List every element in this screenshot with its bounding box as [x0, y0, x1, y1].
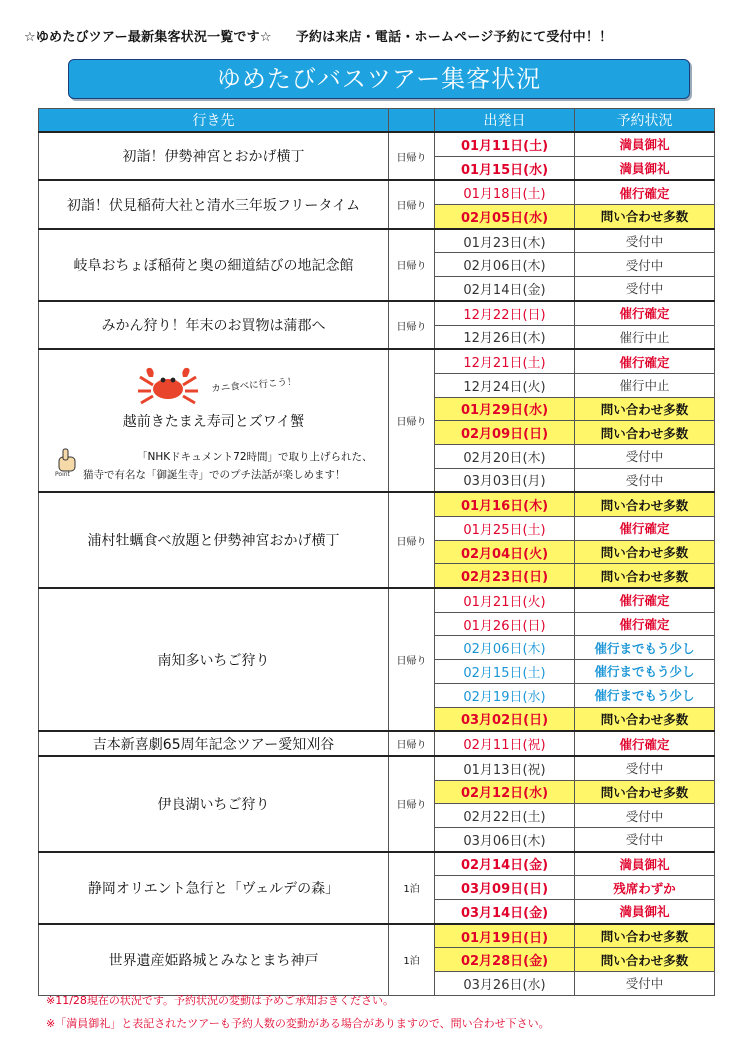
booking-status: 催行確定	[575, 180, 715, 204]
header-status: 予約状況	[575, 109, 715, 133]
booking-status: 問い合わせ多数	[575, 707, 715, 731]
booking-status: 満員御礼	[575, 132, 715, 156]
crab-icon	[135, 365, 201, 405]
header-destination: 行き先	[39, 109, 389, 133]
header-kind	[389, 109, 435, 133]
departure-date: 01月15日(水)	[435, 156, 575, 180]
booking-status: 満員御礼	[575, 852, 715, 876]
tour-kind: 日帰り	[389, 180, 435, 228]
crab-tour-cell	[39, 355, 388, 487]
table-row	[39, 492, 715, 516]
departure-date: 03月03日(月)	[435, 468, 575, 492]
departure-date: 02月05日(水)	[435, 205, 575, 229]
departure-date: 01月26日(日)	[435, 612, 575, 636]
tour-kind: 日帰り	[389, 756, 435, 852]
table-row	[39, 349, 715, 373]
footer-note-2: ※「満員御礼」と表記されたツアーも予約人数の変動がある場合がありますので、問い合わせ下さい。	[46, 1017, 550, 1030]
departure-date: 01月29日(水)	[435, 397, 575, 421]
booking-status: 問い合わせ多数	[575, 780, 715, 804]
departure-date: 03月09日(日)	[435, 876, 575, 900]
departure-date: 02月14日(金)	[435, 277, 575, 301]
departure-date: 02月28日(金)	[435, 948, 575, 972]
table-row	[39, 132, 715, 156]
header-right-text: 予約は来店・電話・ホームページ予約にて受付中！！	[295, 30, 613, 45]
tour-destination	[39, 349, 389, 492]
booking-status: 催行確定	[575, 517, 715, 541]
pointing-hand-icon	[53, 447, 83, 477]
booking-status: 催行中止	[575, 325, 715, 349]
booking-status: 催行までもう少し	[575, 636, 715, 660]
table-body	[39, 132, 715, 995]
departure-date: 02月06日(木)	[435, 253, 575, 277]
booking-status: 催行中止	[575, 373, 715, 397]
header-left-text: ☆ゆめたびツアー最新集客状況一覧です☆	[24, 30, 272, 45]
booking-status: 受付中	[575, 827, 715, 851]
booking-status: 催行確定	[575, 612, 715, 636]
departure-date: 01月21日(火)	[435, 588, 575, 612]
tour-kind: 日帰り	[389, 132, 435, 180]
departure-date: 02月20日(木)	[435, 444, 575, 468]
tour-kind: 1泊	[389, 852, 435, 924]
departure-date: 12月22日(日)	[435, 301, 575, 325]
tour-kind: 日帰り	[389, 229, 435, 301]
tour-kind: 1泊	[389, 924, 435, 996]
booking-status: 催行までもう少し	[575, 683, 715, 707]
departure-date: 01月19日(日)	[435, 924, 575, 948]
tour-destination: 初詣！伏見稲荷大社と清水三年坂フリータイム	[39, 180, 389, 228]
tour-destination: 浦村牡蠣食べ放題と伊勢神宮おかげ横丁	[39, 492, 389, 588]
tour-note-line-2: 猫寺で有名な「御誕生寺」でのプチ法話が楽しめます！	[83, 468, 346, 481]
departure-date: 01月13日(祝)	[435, 756, 575, 780]
departure-date: 03月06日(木)	[435, 827, 575, 851]
departure-date: 12月26日(木)	[435, 325, 575, 349]
booking-status: 催行確定	[575, 301, 715, 325]
booking-status: 受付中	[575, 277, 715, 301]
booking-status: 問い合わせ多数	[575, 205, 715, 229]
departure-date: 02月19日(水)	[435, 683, 575, 707]
departure-date: 02月09日(日)	[435, 421, 575, 445]
tour-kind: 日帰り	[389, 349, 435, 492]
booking-status: 問い合わせ多数	[575, 540, 715, 564]
departure-date: 02月15日(土)	[435, 660, 575, 684]
table-row	[39, 301, 715, 325]
booking-status: 受付中	[575, 468, 715, 492]
departure-date: 01月23日(木)	[435, 229, 575, 253]
banner-title: ゆめたびバスツアー集客状況	[68, 59, 690, 99]
crab-bubble-text: カニ食べに行こう！	[210, 376, 297, 395]
footer-note-1: ※11/28現在の状況です。予約状況の変動は予めご承知おきください。	[46, 994, 395, 1007]
departure-date: 02月06日(木)	[435, 636, 575, 660]
tour-destination: 岐阜おちょぼ稲荷と奥の細道結びの地記念館	[39, 229, 389, 301]
tour-note-line-1: 「NHKドキュメント72時間」で取り上げられた、	[137, 450, 373, 463]
departure-date: 12月21日(土)	[435, 349, 575, 373]
table-row	[39, 731, 715, 756]
table-row	[39, 852, 715, 876]
booking-status: 催行確定	[575, 588, 715, 612]
tour-destination: みかん狩り！年末のお買物は蒲郡へ	[39, 301, 389, 349]
tour-destination: 伊良湖いちご狩り	[39, 756, 389, 852]
header-line	[24, 26, 734, 45]
departure-date: 03月02日(日)	[435, 707, 575, 731]
departure-date: 02月14日(金)	[435, 852, 575, 876]
booking-status: 受付中	[575, 253, 715, 277]
tour-kind: 日帰り	[389, 301, 435, 349]
table-row	[39, 756, 715, 780]
departure-date: 02月11日(祝)	[435, 731, 575, 756]
booking-status: 残席わずか	[575, 876, 715, 900]
booking-status: 受付中	[575, 444, 715, 468]
departure-date: 01月16日(木)	[435, 492, 575, 516]
table-row	[39, 229, 715, 253]
departure-date: 12月24日(火)	[435, 373, 575, 397]
booking-status: 催行確定	[575, 349, 715, 373]
booking-status: 満員御礼	[575, 900, 715, 924]
header-date: 出発日	[435, 109, 575, 133]
table-header-row	[39, 109, 715, 133]
booking-status: 催行確定	[575, 731, 715, 756]
tour-destination: 初詣！伊勢神宮とおかげ横丁	[39, 132, 389, 180]
booking-status: 受付中	[575, 229, 715, 253]
table-row	[39, 588, 715, 612]
booking-status: 受付中	[575, 756, 715, 780]
departure-date: 01月11日(土)	[435, 132, 575, 156]
booking-status: 催行までもう少し	[575, 660, 715, 684]
tour-destination: 南知多いちご狩り	[39, 588, 389, 731]
tour-destination: 世界遺産姫路城とみなとまち神戸	[39, 924, 389, 996]
tour-status-table	[38, 108, 715, 996]
tour-destination: 吉本新喜劇65周年記念ツアー愛知刈谷	[39, 731, 389, 756]
departure-date: 01月25日(土)	[435, 517, 575, 541]
tour-kind: 日帰り	[389, 588, 435, 731]
tour-kind: 日帰り	[389, 731, 435, 756]
departure-date: 03月26日(水)	[435, 972, 575, 996]
departure-date: 01月18日(土)	[435, 180, 575, 204]
booking-status: 受付中	[575, 804, 715, 828]
departure-date: 02月12日(水)	[435, 780, 575, 804]
booking-status: 問い合わせ多数	[575, 421, 715, 445]
departure-date: 02月04日(火)	[435, 540, 575, 564]
tour-destination-title: 越前きたまえ寿司とズワイ蟹	[122, 413, 305, 430]
table-row	[39, 180, 715, 204]
departure-date: 03月14日(金)	[435, 900, 575, 924]
booking-status: 受付中	[575, 972, 715, 996]
departure-date: 02月23日(日)	[435, 564, 575, 588]
booking-status: 問い合わせ多数	[575, 564, 715, 588]
point-label: Point	[55, 470, 70, 477]
booking-status: 問い合わせ多数	[575, 397, 715, 421]
booking-status: 問い合わせ多数	[575, 948, 715, 972]
tour-kind: 日帰り	[389, 492, 435, 588]
booking-status: 問い合わせ多数	[575, 924, 715, 948]
table-row	[39, 924, 715, 948]
booking-status: 満員御礼	[575, 156, 715, 180]
departure-date: 02月22日(土)	[435, 804, 575, 828]
tour-destination: 静岡オリエント急行と「ヴェルデの森」	[39, 852, 389, 924]
booking-status: 問い合わせ多数	[575, 492, 715, 516]
